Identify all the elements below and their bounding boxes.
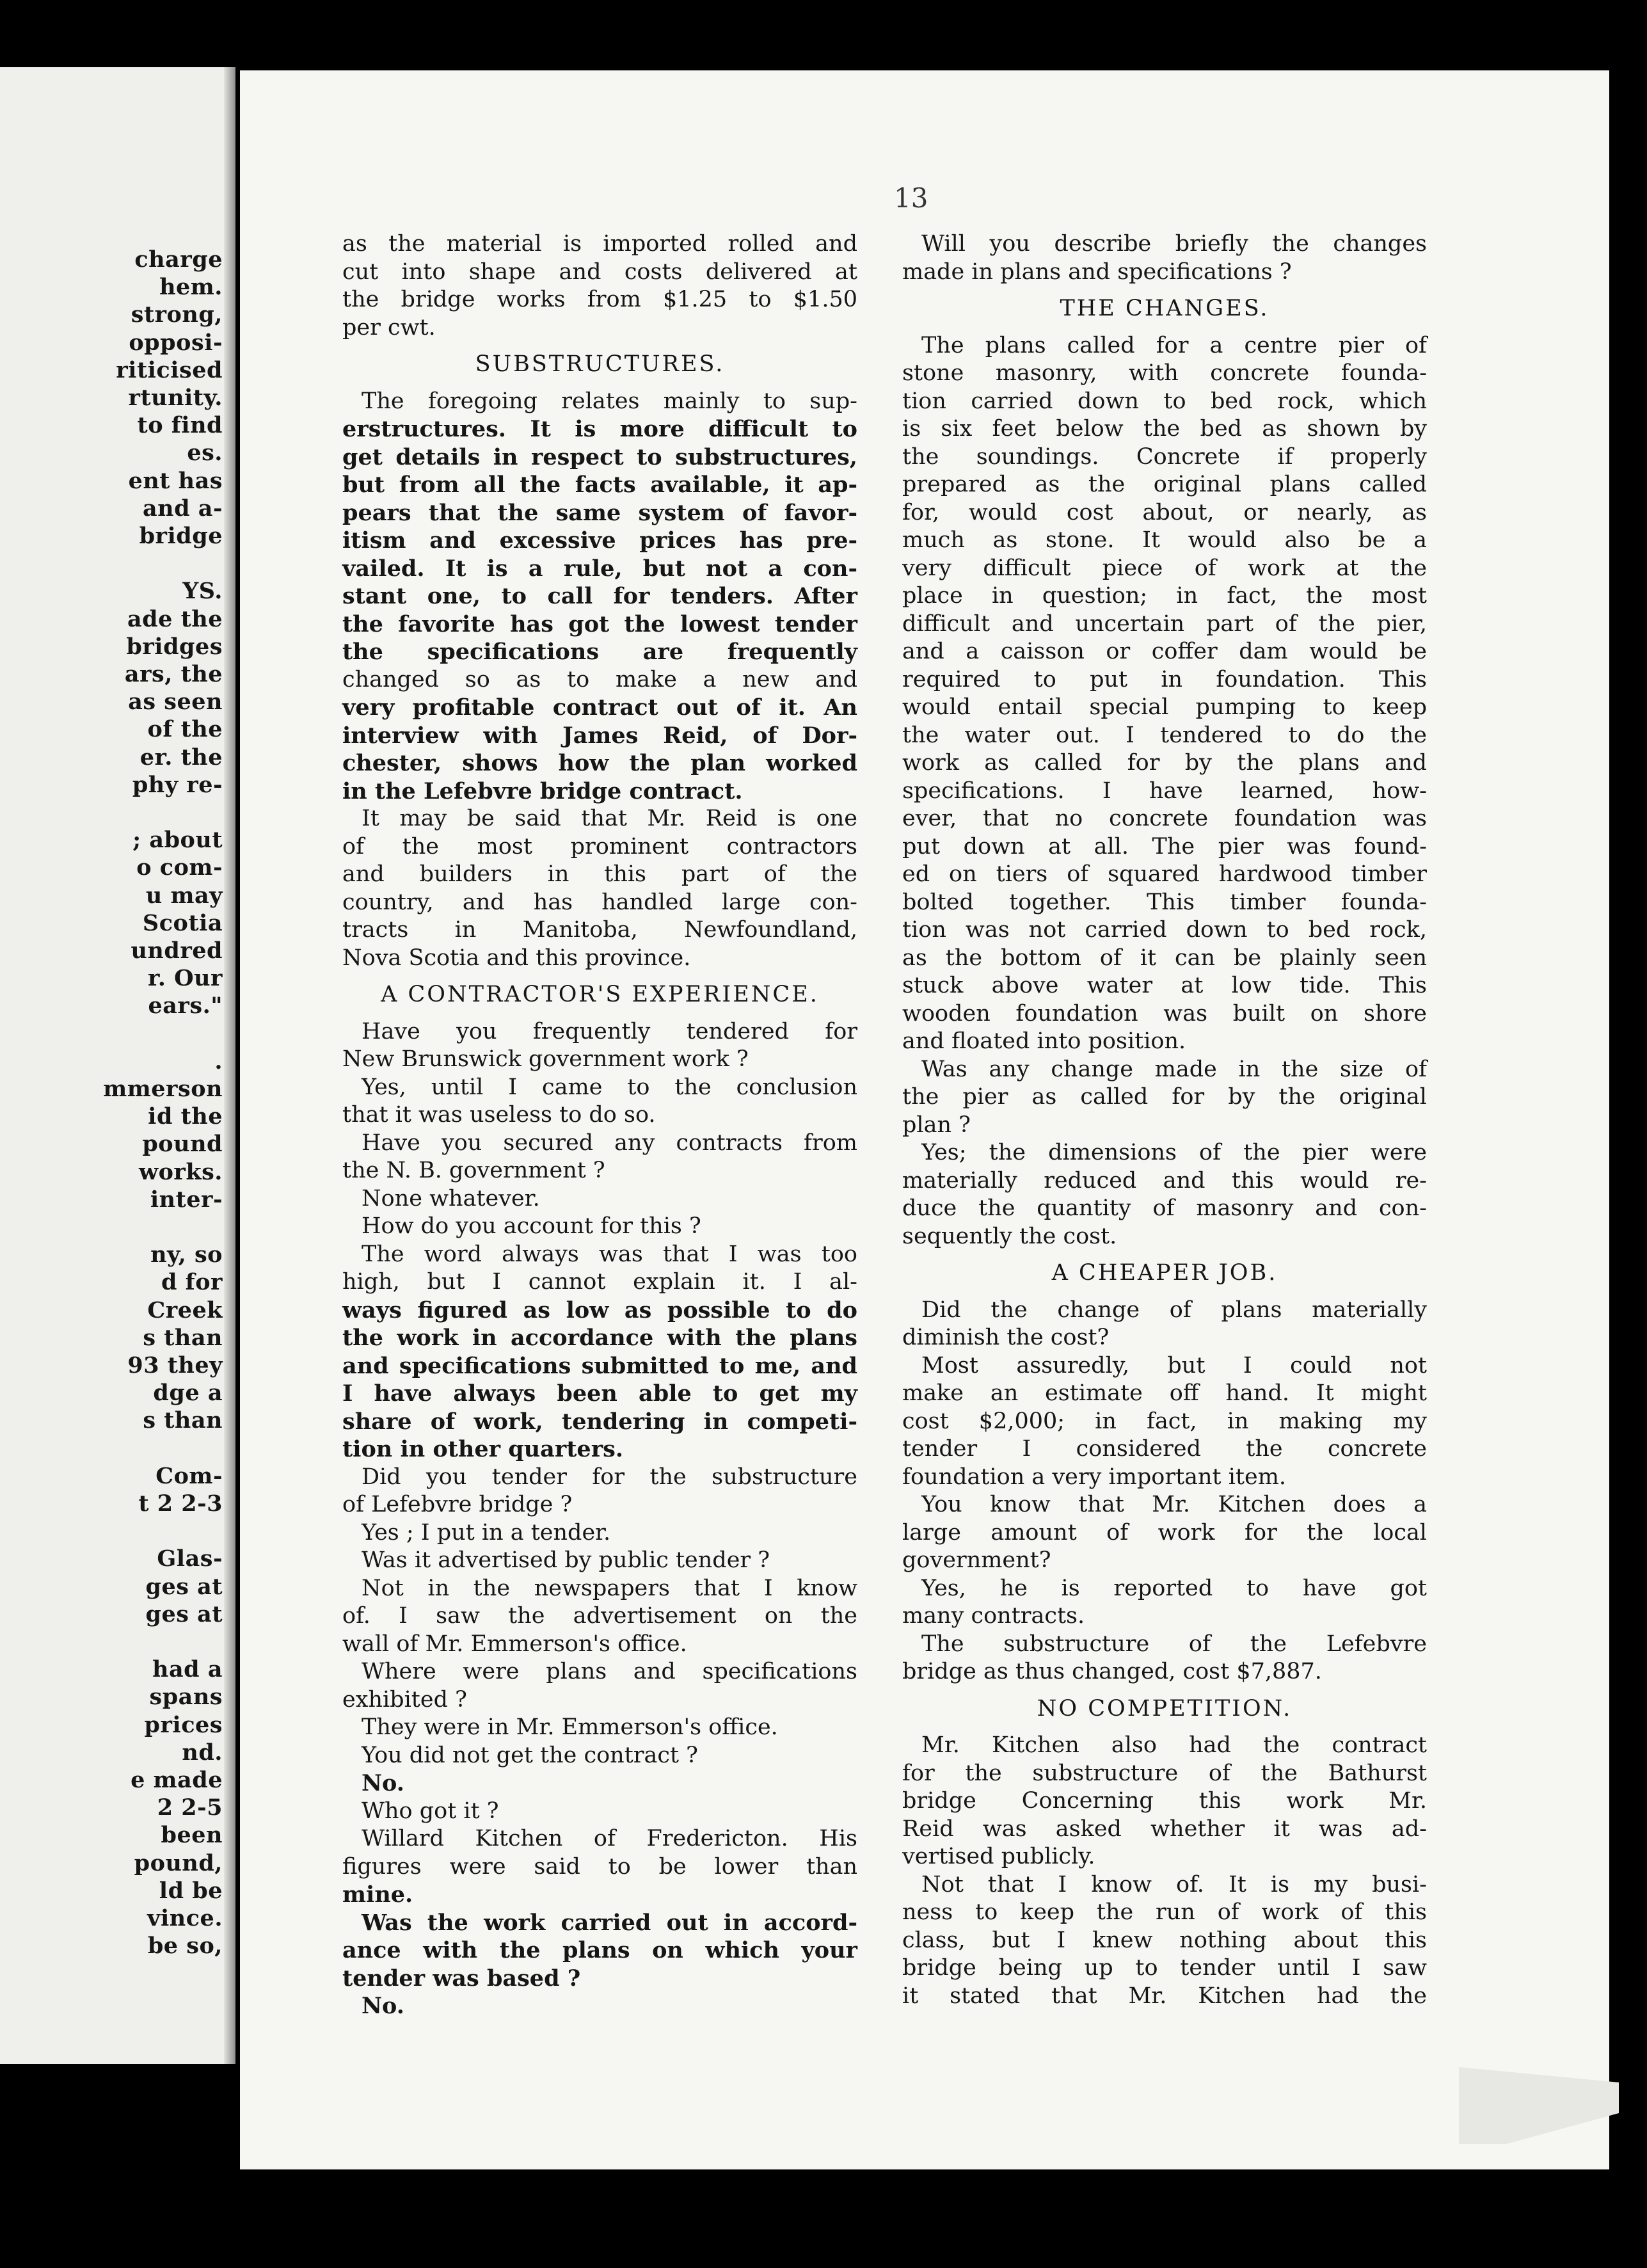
text-line: Yes ; I put in a tender. (362, 1519, 611, 1545)
left-page-fragment: nd. (182, 1739, 223, 1766)
text-line: Have you frequently tendered for (362, 1018, 857, 1044)
text-line: Yes; the dimensions of the pier were (921, 1140, 1427, 1165)
text-line: and builders in this part of the (342, 861, 857, 887)
text-line: pears that the same system of favor- (342, 499, 857, 526)
left-page-fragment: ges at (145, 1573, 223, 1600)
text-line: ance with the plans on which your (342, 1937, 857, 1963)
text-line: the specifications are frequently (342, 639, 857, 665)
text-line: ever, that no concrete foundation was (902, 806, 1427, 831)
text-line: I have always been able to get my (342, 1380, 857, 1407)
left-page-fragment: ld be (159, 1877, 223, 1904)
text-line: interview with James Reid, of Dor- (342, 722, 857, 749)
left-page-fragment: dge a (153, 1380, 223, 1407)
text-line: Was it advertised by public tender ? (362, 1547, 770, 1573)
text-line: and a caisson or coffer dam would be (902, 639, 1427, 664)
left-page-fragment: prices (144, 1711, 223, 1738)
text-line: plan ? (902, 1112, 971, 1138)
left-page-fragment: Scotia (142, 909, 223, 936)
text-line: of the most prominent contractors (342, 833, 857, 859)
text-column-left (342, 230, 857, 2020)
text-line: No. (362, 1770, 404, 1796)
left-page (0, 67, 235, 2064)
left-page-fragment: Com- (155, 1462, 223, 1489)
text-line: that it was useless to do so. (342, 1102, 656, 1128)
left-page-fragment: Creek (147, 1297, 223, 1323)
text-line: Yes, until I came to the conclusion (362, 1074, 857, 1100)
text-line: made in plans and specifications ? (902, 259, 1292, 285)
text-line: specifications. I have learned, how- (902, 778, 1427, 804)
left-page-fragment: spans (149, 1684, 223, 1711)
left-page-fragment: been (161, 1822, 223, 1849)
text-line: get details in respect to substructures, (342, 443, 857, 470)
left-page-fragment: o com- (136, 854, 223, 881)
text-line: in the Lefebvre bridge contract. (342, 778, 743, 804)
text-line: wooden foundation was built on shore (902, 1000, 1427, 1026)
text-line: Where were plans and specifications (362, 1659, 857, 1684)
left-page-fragment: mmerson (103, 1076, 223, 1102)
text-line: the work in accordance with the plans (342, 1325, 857, 1351)
left-page-fragment: ars, the (124, 661, 223, 687)
text-line: You know that Mr. Kitchen does a (921, 1492, 1427, 1517)
left-page-fragment: ; about (132, 827, 223, 854)
text-line: the water out. I tendered to do the (902, 722, 1427, 748)
left-page-fragment: as seen (128, 689, 223, 715)
text-line: and specifications submitted to me, and (342, 1352, 857, 1379)
text-line: high, but I cannot explain it. I al- (342, 1269, 857, 1295)
left-page-fragment: vince. (147, 1905, 223, 1931)
text-line: figures were said to be lower than (342, 1853, 857, 1880)
text-line: mine. (342, 1881, 413, 1908)
text-line: for, would cost about, or nearly, as (902, 499, 1427, 525)
left-page-fragment: of the (147, 716, 223, 743)
section-heading: NO COMPETITION. (1037, 1695, 1293, 1721)
left-page-fragment: er. the (139, 744, 223, 771)
left-page-fragment: pound (142, 1131, 223, 1158)
left-page-fragment: e made (131, 1767, 223, 1793)
text-line: of. I saw the advertisement on the (342, 1603, 857, 1629)
text-line: as the bottom of it can be plainly seen (902, 945, 1427, 971)
left-page-fragment: be so, (147, 1933, 223, 1960)
left-page-fragment: id the (148, 1103, 223, 1130)
text-line: wall of Mr. Emmerson's office. (342, 1631, 687, 1657)
left-page-fragment: ent has (128, 467, 223, 494)
text-line: very profitable contract out of it. An (342, 694, 857, 721)
text-line: Not in the newspapers that I know (362, 1575, 857, 1601)
left-page-fragment: s than (143, 1324, 223, 1351)
text-line: tracts in Manitoba, Newfoundland, (342, 917, 857, 943)
text-line: How do you account for this ? (362, 1213, 701, 1239)
left-page-fragment: ade the (127, 605, 223, 632)
text-line: cost $2,000; in fact, in making my (902, 1408, 1427, 1434)
text-line: very difficult piece of work at the (902, 555, 1427, 581)
text-line: Did the change of plans materially (921, 1297, 1427, 1323)
text-line: ness to keep the run of work of this (902, 1899, 1427, 1925)
left-page-fragment: pound, (134, 1849, 223, 1876)
text-line: duce the quantity of masonry and con- (902, 1195, 1427, 1221)
text-line: difficult and uncertain part of the pier, (902, 611, 1427, 637)
text-line: None whatever. (362, 1185, 540, 1211)
text-line: The word always was that I was too (362, 1241, 857, 1267)
text-line: many contracts. (902, 1603, 1085, 1629)
left-page-fragment: phy re- (132, 771, 223, 798)
text-line: foundation a very important item. (902, 1464, 1287, 1490)
left-page-fragment: es. (187, 440, 223, 467)
text-line: diminish the cost? (902, 1325, 1110, 1350)
text-line: Nova Scotia and this province. (342, 945, 691, 971)
text-line: Mr. Kitchen also had the contract (921, 1732, 1427, 1758)
text-line: New Brunswick government work ? (342, 1046, 749, 1072)
left-page-fragment: s than (143, 1407, 223, 1434)
left-page-fragment: . (214, 1048, 223, 1074)
left-page-fragment: 93 they (127, 1352, 223, 1378)
text-line: is six feet below the bed as shown by (902, 416, 1427, 442)
left-page-fragment: bridge (139, 523, 223, 549)
text-line: required to put in foundation. This (902, 666, 1427, 692)
text-line: tion was not carried down to bed rock, (902, 917, 1427, 943)
text-line: Reid was asked whether it was ad- (902, 1816, 1427, 1842)
left-page-fragment: had a (152, 1656, 223, 1683)
text-line: chester, shows how the plan worked (342, 750, 857, 776)
text-line: bridge being up to tender until I saw (902, 1955, 1427, 1981)
section-heading: SUBSTRUCTURES. (475, 351, 725, 377)
text-line: The foregoing relates mainly to sup- (362, 388, 857, 414)
text-line: The substructure of the Lefebvre (921, 1631, 1427, 1657)
text-line: government? (902, 1547, 1051, 1573)
text-line: You did not get the contract ? (362, 1742, 698, 1768)
text-line: tion in other quarters. (342, 1436, 624, 1462)
text-line: stone masonry, with concrete founda- (902, 360, 1427, 386)
left-page-fragment: riticised (116, 356, 223, 383)
page-number: 13 (894, 182, 928, 214)
text-line: vailed. It is a rule, but not a con- (342, 555, 857, 582)
left-page-fragment: r. Our (148, 965, 223, 992)
left-page-fragment: opposi- (129, 329, 223, 356)
text-line: the favorite has got the lowest tender (342, 611, 857, 637)
text-line: per cwt. (342, 314, 436, 340)
section-heading: A CHEAPER JOB. (1051, 1260, 1278, 1286)
text-line: the pier as called for by the original (902, 1084, 1427, 1110)
text-line: No. (362, 1993, 404, 2019)
gutter-shadow (224, 67, 240, 2064)
left-page-fragment: charge (134, 246, 223, 273)
left-page-fragment: and a- (143, 495, 223, 522)
text-line: the bridge works from $1.25 to $1.50 (342, 287, 857, 312)
left-page-fragment: 2 2-5 (157, 1794, 223, 1821)
text-line: bridge as thus changed, cost $7,887. (902, 1659, 1322, 1684)
right-page (240, 70, 1609, 2169)
text-line: but from all the facts available, it ap- (342, 472, 857, 498)
text-line: make an estimate off hand. It might (902, 1380, 1427, 1406)
text-line: as the material is imported rolled and (342, 231, 857, 257)
text-line: Not that I know of. It is my busi- (921, 1871, 1427, 1897)
left-page-fragment: t 2 2-3 (138, 1490, 223, 1517)
text-line: Was any change made in the size of (921, 1056, 1427, 1082)
text-line: ed on tiers of squared hardwood timber (902, 861, 1427, 887)
text-line: much as stone. It would also be a (902, 527, 1427, 553)
left-page-fragment: to find (137, 412, 223, 439)
left-page-fragment: ges at (145, 1601, 223, 1627)
text-line: share of work, tendering in competi- (342, 1408, 857, 1435)
text-line: for the substructure of the Bathurst (902, 1760, 1427, 1786)
text-line: erstructures. It is more difficult to (342, 416, 857, 442)
left-page-fragment: strong, (131, 301, 223, 328)
text-line: ways figured as low as possible to do (342, 1297, 857, 1323)
text-line: would entail special pumping to keep (902, 694, 1427, 720)
text-line: The plans called for a centre pier of (921, 332, 1427, 358)
text-line: tender I considered the concrete (902, 1436, 1427, 1462)
text-line: materially reduced and this would re- (902, 1167, 1427, 1194)
text-line: the N. B. government ? (342, 1158, 605, 1183)
left-page-fragment: inter- (150, 1186, 223, 1213)
left-page-fragment: works. (138, 1158, 223, 1185)
text-line: Who got it ? (362, 1798, 499, 1824)
text-line: the soundings. Concrete if properly (902, 443, 1427, 470)
text-line: place in question; in fact, the most (902, 583, 1427, 609)
text-line: vertised publicly. (902, 1844, 1095, 1869)
left-page-fragment: undred (131, 938, 223, 964)
text-line: Was the work carried out in accord- (362, 1909, 857, 1936)
text-line: They were in Mr. Emmerson's office. (362, 1714, 778, 1740)
text-line: prepared as the original plans called (902, 472, 1427, 497)
text-line: bridge Concerning this work Mr. (902, 1788, 1427, 1814)
text-line: of Lefebvre bridge ? (342, 1492, 573, 1517)
text-line: It may be said that Mr. Reid is one (362, 806, 857, 831)
text-line: and floated into position. (902, 1028, 1186, 1054)
left-page-fragment: bridges (126, 633, 223, 660)
text-line: put down at all. The pier was found- (902, 833, 1427, 859)
left-page-fragment: rtunity. (128, 385, 223, 411)
left-page-fragment: ears." (148, 993, 223, 1019)
text-line: Have you secured any contracts from (362, 1130, 857, 1156)
text-line: itism and excessive prices has pre- (342, 527, 857, 554)
left-page-fragment: ny, so (150, 1242, 223, 1268)
text-line: it stated that Mr. Kitchen had the (902, 1983, 1427, 2009)
text-line: Most assuredly, but I could not (921, 1352, 1427, 1378)
text-line: Willard Kitchen of Fredericton. His (362, 1826, 857, 1851)
text-line: Did you tender for the substructure (362, 1464, 857, 1490)
text-line: tender was based ? (342, 1965, 581, 1992)
text-line: bolted together. This timber founda- (902, 889, 1427, 915)
text-line: stant one, to call for tenders. After (342, 583, 857, 609)
text-line: exhibited ? (342, 1686, 467, 1713)
left-page-fragment: YS. (182, 578, 223, 605)
text-line: sequently the cost. (902, 1223, 1117, 1249)
text-line: stuck above water at low tide. This (902, 973, 1427, 998)
text-line: country, and has handled large con- (342, 889, 857, 915)
section-heading: THE CHANGES. (1060, 296, 1269, 321)
left-page-fragment: Glas- (157, 1545, 223, 1572)
text-line: class, but I knew nothing about this (902, 1927, 1427, 1953)
text-line: Yes, he is reported to have got (921, 1575, 1427, 1601)
section-heading: A CONTRACTOR'S EXPERIENCE. (381, 982, 819, 1007)
text-line: changed so as to make a new and (342, 666, 857, 692)
left-page-fragment: hem. (159, 274, 223, 301)
left-page-fragment: u may (145, 882, 223, 909)
text-line: cut into shape and costs delivered at (342, 259, 857, 285)
text-line: work as called for by the plans and (902, 750, 1427, 776)
text-line: tion carried down to bed rock, which (902, 388, 1427, 414)
text-line: Will you describe briefly the changes (921, 231, 1427, 257)
left-page-fragment: d for (161, 1269, 223, 1296)
text-line: large amount of work for the local (902, 1519, 1427, 1545)
text-column-right (902, 230, 1427, 2010)
